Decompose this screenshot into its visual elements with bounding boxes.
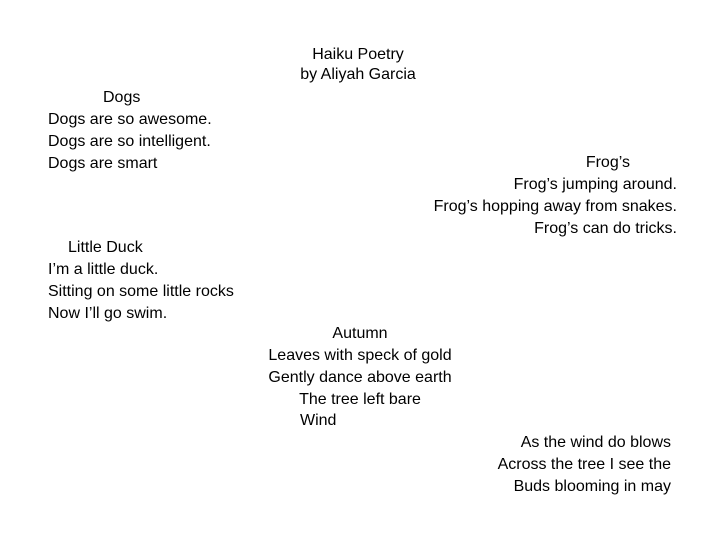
- document-title: Haiku Poetry: [312, 46, 404, 63]
- poem-line: Now I’ll go swim.: [48, 305, 168, 322]
- poem-line: Frog’s jumping around.: [513, 176, 677, 193]
- poem-line: Dogs are so intelligent.: [48, 133, 211, 150]
- poem-title: Little Duck: [68, 239, 143, 256]
- poem-line: Sitting on some little rocks: [48, 283, 234, 300]
- poem-line: Dogs are so awesome.: [48, 111, 212, 128]
- poem-line: The tree left bare: [299, 391, 421, 408]
- poem-title: Frog’s: [585, 154, 630, 171]
- poem-line: Leaves with speck of gold: [268, 347, 452, 364]
- poem-title: Autumn: [332, 325, 388, 342]
- poem-line: Across the tree I see the: [497, 456, 671, 473]
- poem-line: Gently dance above earth: [268, 369, 452, 386]
- poem-line: Dogs are smart: [48, 155, 158, 172]
- poem-title: Dogs: [103, 89, 141, 106]
- poem-line: Buds blooming in may: [513, 478, 671, 495]
- poem-line: I’m a little duck.: [48, 261, 159, 278]
- poem-line: Frog’s hopping away from snakes.: [433, 198, 677, 215]
- author-line: by Aliyah Garcia: [300, 66, 416, 83]
- poem-line: As the wind do blows: [520, 434, 671, 451]
- poem-title: Wind: [300, 412, 337, 429]
- poem-line: Frog’s can do tricks.: [534, 220, 677, 237]
